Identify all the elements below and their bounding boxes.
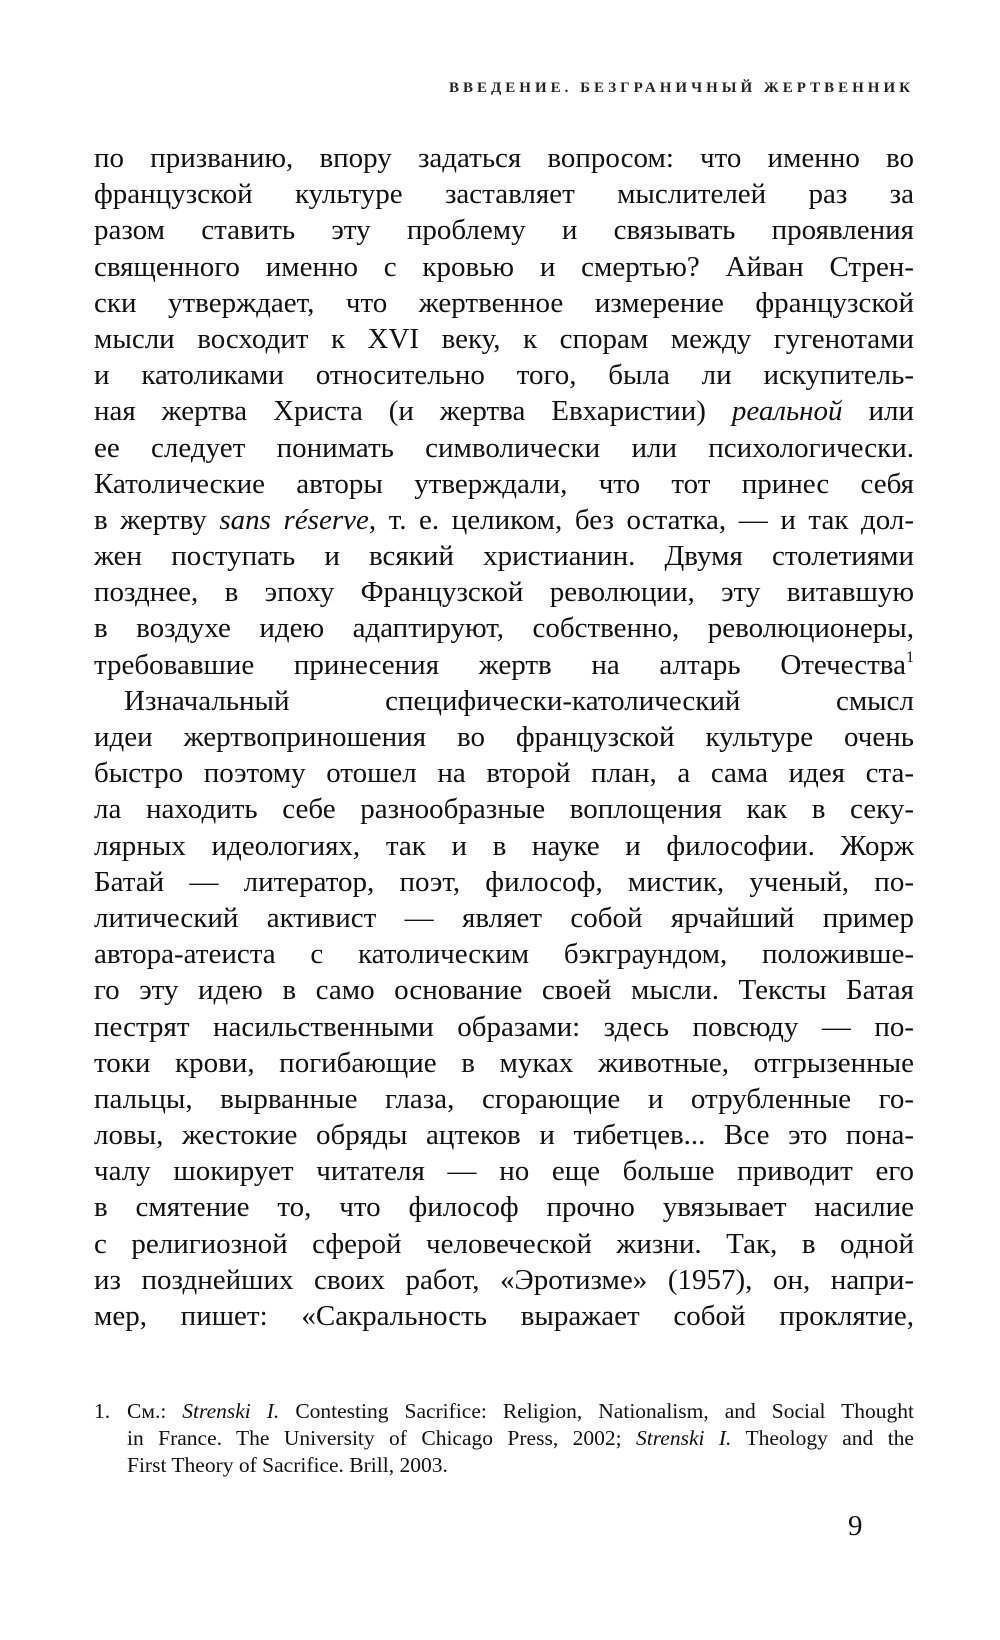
text-line xyxy=(94,430,914,466)
text-run: пальцы, вырванные глаза, сгорающие и отрубленные го- xyxy=(94,1082,914,1115)
text-line xyxy=(94,393,914,429)
text-run: in France. The University of Chicago Press, 2002; xyxy=(127,1426,636,1450)
text-run: быстро поэтому отошел на второй план, а сама идея ста- xyxy=(94,757,914,790)
text-run: токи крови, погибающие в муках животные, отгрызенные xyxy=(94,1046,914,1079)
text-run: мысли восходит к XVI веку, к спорам между гугенотами xyxy=(94,322,914,355)
text-run: лярных идеологиях, так и в науке и философии. Жорж xyxy=(94,829,914,862)
text-line xyxy=(94,285,914,321)
text-run: мер, пишет: «Сакральность выражает собой проклятие, xyxy=(94,1300,914,1332)
text-line xyxy=(94,719,914,755)
text-run: с религиозной сферой человеческой жизни. Так, в одной xyxy=(94,1227,914,1260)
text-line xyxy=(94,1045,914,1081)
text-line xyxy=(94,1081,914,1117)
text-run: Изначальный специфически-католический смысл xyxy=(124,684,914,717)
italic-text: Strenski I. xyxy=(182,1399,280,1423)
italic-text: sans réserve xyxy=(219,503,369,536)
text-run: ла находить себе разнообразные воплощения как в секу- xyxy=(94,793,914,826)
footnote xyxy=(94,1398,914,1479)
text-line xyxy=(94,357,914,393)
text-line xyxy=(94,1262,914,1298)
text-line xyxy=(94,1226,914,1262)
text-run: позднее, в эпоху Французской революции, эту витавшую xyxy=(94,576,914,609)
running-head: ВВЕДЕНИЕ. БЕЗГРАНИЧНЫЙ ЖЕРТВЕННИК xyxy=(448,80,914,96)
footnote-line xyxy=(94,1398,914,1425)
text-run: литический активист — являет собой ярчайший пример xyxy=(94,901,914,934)
text-run: разом ставить эту проблему и связывать проявления xyxy=(94,214,914,247)
text-run: в смятение то, что философ прочно увязывает насилие xyxy=(94,1191,914,1224)
text-run: требовавшие принесения жертв на алтарь Отечества xyxy=(94,648,906,681)
text-line xyxy=(94,1189,914,1225)
text-run: пестрят насильственными образами: здесь повсюду — по- xyxy=(94,1010,914,1043)
text-line xyxy=(94,502,914,538)
text-run: священного именно с кровью и смертью? Айван Стрен- xyxy=(94,250,914,283)
text-run: по призванию, впору задаться вопросом: что именно во xyxy=(94,142,914,174)
text-run: First Theory of Sacrifice. Brill, 2003. xyxy=(127,1453,448,1477)
text-line xyxy=(94,610,914,646)
footnote-line xyxy=(94,1452,914,1479)
text-line xyxy=(94,647,914,683)
text-line xyxy=(94,683,914,719)
text-run: идеи жертвоприношения во французской культуре очень xyxy=(94,721,914,753)
text-run: См.: xyxy=(127,1399,183,1423)
text-run: в воздухе идею адаптируют, собственно, революционеры, xyxy=(94,612,914,645)
text-line xyxy=(94,538,914,574)
text-run: жен поступать и всякий христианин. Двумя столетиями xyxy=(94,540,914,573)
text-run: , т. е. целиком, без остатка, — и так дол- xyxy=(368,503,914,536)
text-run: ски утверждает, что жертвенное измерение французской xyxy=(94,286,914,319)
text-run: автора-атеиста с католическим бэкграундом, положивше- xyxy=(94,938,914,971)
text-run: и католиками относительно того, была ли искупитель- xyxy=(94,359,914,392)
text-run: Theology and the xyxy=(731,1426,914,1450)
text-line xyxy=(94,321,914,357)
text-line xyxy=(94,1298,914,1334)
text-run: в жертву xyxy=(94,503,220,536)
text-line xyxy=(94,972,914,1008)
text-run: из позднейших своих работ, «Эротизме» (1957), он, напри- xyxy=(94,1263,914,1296)
text-line xyxy=(94,212,914,248)
text-run: ловы, жестокие обряды ацтеков и тибетцев... Все это пона- xyxy=(94,1119,914,1152)
text-line xyxy=(94,900,914,936)
text-run: го эту идею в само основание своей мысли. Тексты Батая xyxy=(94,974,914,1007)
text-run: чалу шокирует читателя — но еще больше приводит его xyxy=(94,1155,914,1188)
text-line xyxy=(94,140,914,176)
text-line xyxy=(94,1153,914,1189)
text-line xyxy=(94,1117,914,1153)
text-run: Католические авторы утверждали, что тот принес себя xyxy=(94,467,914,500)
text-run: Батай — литератор, поэт, философ, мистик, ученый, по- xyxy=(94,865,914,898)
body-text xyxy=(94,140,914,1334)
footnote-line xyxy=(94,1425,914,1452)
footnote-number: 1. xyxy=(94,1399,111,1423)
italic-text: Strenski I. xyxy=(636,1426,732,1450)
page-number: 9 xyxy=(848,1510,863,1542)
footnote-ref[interactable]: 1 xyxy=(906,648,914,666)
text-run: французской культуре заставляет мыслителей раз за xyxy=(94,178,914,211)
text-run: ее следует понимать символически или психологически. xyxy=(94,431,914,464)
text-line xyxy=(94,828,914,864)
text-run: Contesting Sacrifice: Religion, Nationalism, and Social Thought xyxy=(279,1399,914,1423)
text-line xyxy=(94,466,914,502)
text-line xyxy=(94,574,914,610)
italic-text: реальной xyxy=(731,395,843,428)
text-line xyxy=(94,249,914,285)
text-line xyxy=(94,936,914,972)
text-line xyxy=(94,791,914,827)
text-line xyxy=(94,864,914,900)
text-line xyxy=(94,1009,914,1045)
text-run: ная жертва Христа (и жертва Евхаристии) xyxy=(94,395,732,428)
text-run: или xyxy=(842,395,914,428)
text-line xyxy=(94,176,914,212)
text-line xyxy=(94,755,914,791)
